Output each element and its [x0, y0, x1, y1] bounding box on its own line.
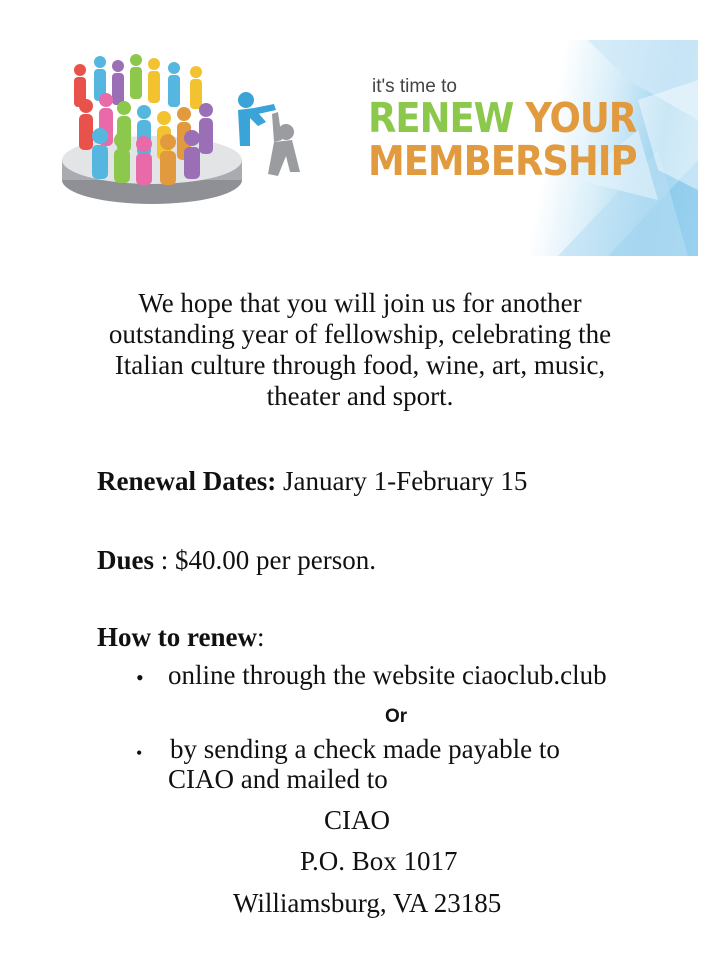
address-city-state-zip: Williamsburg, VA 23185	[233, 888, 502, 918]
address-po-box: P.O. Box 1017	[300, 846, 458, 876]
or-separator: Or	[385, 706, 408, 727]
renewal-dates-value: January 1-February 15	[276, 466, 528, 496]
renew-membership-banner	[358, 40, 698, 256]
intro-line: Italian culture through food, wine, art, music,	[114, 350, 606, 380]
intro-line: theater and sport.	[266, 381, 454, 411]
dues-value: : $40.00 per person.	[154, 545, 376, 575]
how-to-renew-heading	[97, 622, 265, 653]
banner-tagline: it's time to	[372, 76, 457, 97]
helping-hand-figures	[238, 92, 300, 176]
bullet-icon: •	[136, 665, 144, 690]
address-name: CIAO	[324, 805, 390, 835]
renew-option-check-line2: CIAO and mailed to	[168, 764, 388, 794]
banner-headline-line1	[368, 94, 637, 142]
renew-option-online: online through the website ciaoclub.club	[168, 660, 607, 690]
dues-label: Dues	[97, 545, 155, 575]
bullet-icon: •	[136, 743, 143, 763]
banner-word-renew: RENEW	[368, 94, 514, 142]
renew-option-check-line1: by sending a check made payable to	[170, 734, 560, 764]
people-crowd-graphic	[60, 48, 310, 208]
banner-word-your: YOUR	[525, 94, 637, 142]
crowd-figures	[74, 54, 213, 185]
renewal-dates	[97, 466, 527, 497]
intro-line: outstanding year of fellowship, celebrating the	[108, 319, 612, 349]
banner-headline-line2: MEMBERSHIP	[368, 137, 637, 185]
intro-line: We hope that you will join us for another	[138, 288, 582, 318]
how-to-renew-colon: :	[256, 622, 265, 652]
dues	[97, 545, 376, 576]
intro-paragraph	[40, 288, 680, 412]
how-to-renew-label: How to renew	[97, 622, 257, 652]
renewal-dates-label: Renewal Dates:	[97, 466, 277, 496]
